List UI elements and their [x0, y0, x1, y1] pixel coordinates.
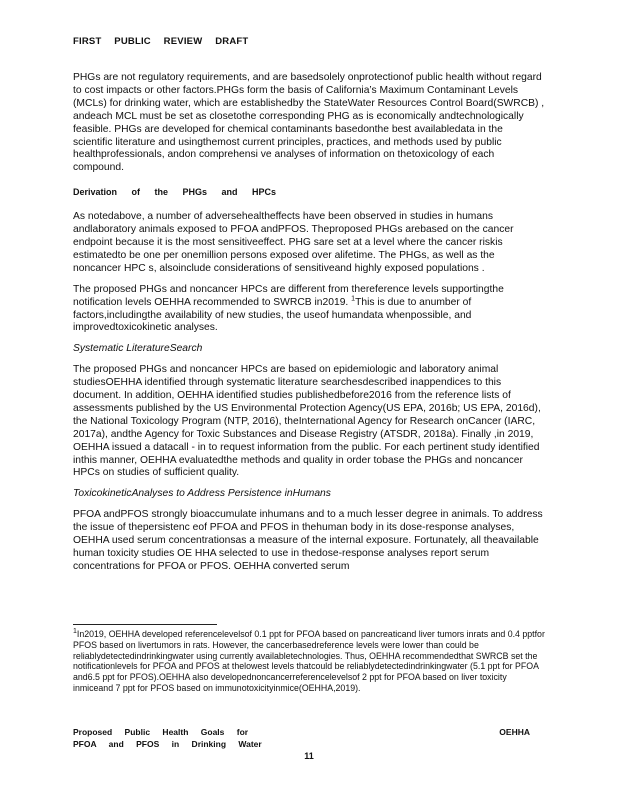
footer-agency: OEHHA [499, 727, 530, 737]
footnote-divider [73, 624, 217, 625]
footer-title-line1: Proposed Public Health Goals for [73, 727, 249, 737]
paragraph-reference-levels [73, 284, 545, 336]
section-heading-toxicokinetic: ToxicokineticAnalyses to Address Persistence inHumans [73, 488, 331, 500]
paragraph-phgs-regulatory: PHGs are not regulatory requirements, and are basedsolely onprotectionof public health without regard to cost impacts or other factors.PHGs form the basis of California’s Maximum Contaminant Levels (MCLs) for drinking water, which are establishedby the StateWater Resources Control Board(SWRCB) , andeach MCL must be set as closetothe corresponding PHG as is economically andtechnologically feasible. PHGs are developed for chemical contaminants basedonthe best availabledata in the scientific literature and usingthemost current principles, practices, and methods used by public healthprofessionals, andon comprehensi ve analyses of information on thetoxicology of each compound. [73, 72, 545, 174]
section-heading-literature-search: Systematic LiteratureSearch [73, 343, 203, 355]
document-body [73, 72, 545, 582]
page-footer [73, 726, 545, 750]
footnote [73, 629, 545, 694]
footnote-text: In2019, OEHHA developed referencelevelsof 0.1 ppt for PFOA based on pancreaticand liver tumors inrats and 0.4 pptfor PFOS based on livertumors in rats. However, the cancerbasedreference levels were lower than could be reliablydetectedindrinkingwater using currently availabletechnologies. Thus, OEHHA recommendedthat SWRCB set the notificationlevels for PFOA and PFOS at thelowest levels thatcould be reliablydetectedindrinkingwater (5.1 ppt for PFOA and6.5 ppt for PFOS).OEHHA also developednoncancerreferencelevelsof 2 ppt for PFOA based on liver toxicity inmiceand 7 ppt for PFOS based on immunotoxicityinmice(OEHHA,2019). [73, 629, 545, 693]
footnote-reference-mark[interactable]: 1 [351, 295, 356, 303]
footnote-mark: 1 [73, 628, 77, 636]
paragraph-adverse-effects: As notedabove, a number of adversehealtheffects have been observed in studies in humans andlaboratory animals exposed to PFOA andPFOS. Theproposed PHGs arebased on the cancer endpoint because it is the most sensitiveeffect. PHG sare set at a level where the cancer riskis estimatedto be one per onemillion persons exposed over alifetime. The PHGs, as well as the noncancer HPC s, alsoinclude considerations of sensitiveand highly exposed populations . [73, 211, 514, 274]
paragraph-toxicokinetic: PFOA andPFOS strongly bioaccumulate inhumans and to a much lesser degree in animals. To address the issue of thepersistenc eof PFOA and PFOS in thehuman body in its dose-response analyses, OEHHA used serum concentrationsas a measure of the internal exposure. Fortunately, all theavailable human toxicity studies OE HHA selected to use in thedose-response analyses report serum concentrations for PFOA or PFOS. OEHHA converted serum [73, 509, 543, 572]
draft-header: FIRST PUBLIC REVIEW DRAFT [73, 36, 249, 47]
paragraph-reference-levels-text: The proposed PHGs and noncancer HPCs are different from thereference levels supportingthe notification levels OEHHA recommended to SWRCB in2019. [73, 283, 504, 308]
paragraph-reference-levels-continuation: This is due to anumber of factors,includingthe availability of new studies, the useof humandata whenpossible, and improvedtoxicokinetic analyses. [73, 296, 472, 334]
section-heading-derivation: Derivation of the PHGs and HPCs [73, 187, 277, 198]
paragraph-literature-search: The proposed PHGs and noncancer HPCs are based on epidemiologic and laboratory animal studiesOEHHA identified through systematic literature searchesdescribed inappendices to this document. In addition, OEHHA identified studies publishedbefore2016 from the reference lists of assessments published by the US Environmental Protection Agency(US EPA, 2016b; US EPA, 2016d), the National Toxicology Program (NTP, 2016), theInternational Agency for Research onCancer (IARC, 2017a), andthe Agency for Toxic Substances and Disease Registry (ATSDR, 2018a). Finally ,in 2019, OEHHA issued a datacall - in to request information from the public. For each pertinent study identified inthis manner, OEHHA evaluatedthe methods and quality in order tobase the PHGs and noncancer HPCs on studies of sufficient quality. [73, 364, 541, 479]
footer-title-line2: PFOA and PFOS in Drinking Water [73, 739, 262, 749]
page-number: 11 [304, 751, 314, 761]
